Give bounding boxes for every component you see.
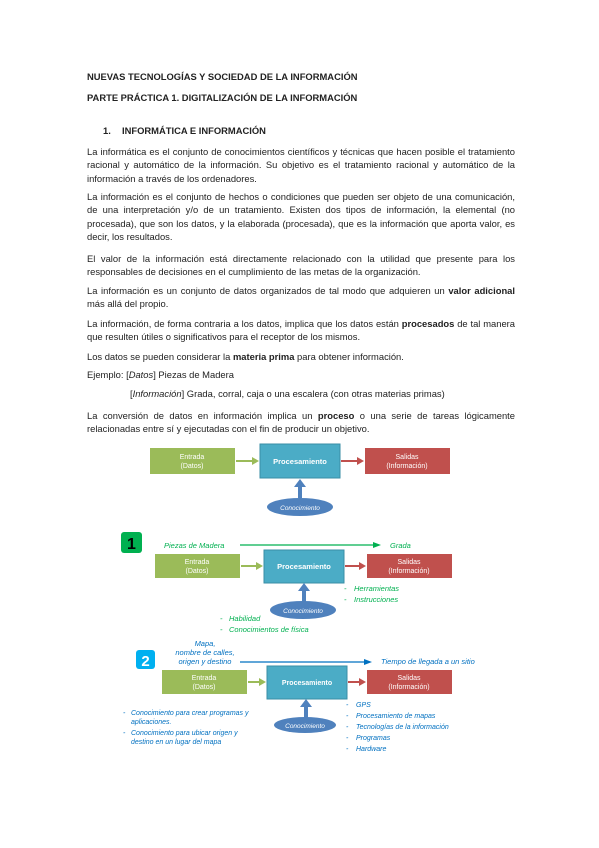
example-info-value: ] Grada, corral, caja o una escalera (con otras materias primas): [181, 388, 445, 399]
conocimiento-label: Conocimiento: [280, 505, 320, 512]
input-label-2c: origen y destino: [178, 657, 232, 666]
example-data-line: [87, 369, 234, 382]
input-label-2b: nombre de calles,: [175, 648, 235, 657]
entrada-label-1: Entrada: [184, 559, 210, 566]
salidas-label-1: Salidas: [397, 559, 421, 566]
right-item-2a: GPS: [356, 702, 371, 709]
paragraph-2: La información es el conjunto de hechos o condiciones que pueden ser objeto de una comunicación, de una interpretación y/o de un tratamiento. Existen dos tipos de información, la elemental (no procesada), que son los datos, y la elaborada (procesada), que es la información que aporta valor, es decir, los resultados.: [87, 191, 515, 242]
salidas-sublabel-1: (Información): [388, 568, 430, 575]
output-label-2: Tiempo de llegada a un sitio: [381, 657, 475, 666]
arrow-head-conocimiento: [294, 479, 306, 487]
arrow-head-salidas-2: [359, 678, 366, 686]
right-item-2e: Hardware: [356, 746, 387, 753]
left-dash-2a: -: [123, 710, 126, 717]
entrada-sublabel-2: (Datos): [192, 684, 216, 691]
right-dash-2c: -: [346, 724, 349, 731]
right-item-2b: Procesamiento de mapas: [356, 713, 436, 720]
paragraph-4-text: La información es un conjunto de datos organizados de tal modo que adquieren un: [87, 285, 449, 296]
example-label: Ejemplo: [: [87, 369, 129, 380]
left-item-1a: Habilidad: [229, 614, 261, 623]
top-arrow-1-head: [373, 542, 381, 548]
output-label-1: Grada: [390, 541, 411, 550]
right-dash-2d: -: [346, 735, 349, 742]
left-item-2b-line1: Conocimiento para ubicar origen y: [131, 730, 238, 737]
example-data-value: ] Piezas de Madera: [153, 369, 234, 380]
entrada-sublabel: (Datos): [180, 463, 204, 470]
input-label-1: Piezas de Madera: [164, 541, 225, 550]
entrada-label: Entrada: [179, 454, 205, 461]
left-dash-2b: -: [123, 730, 126, 737]
paragraph-4: [87, 284, 515, 311]
procesamiento-label: Procesamiento: [273, 457, 327, 466]
salidas-sublabel: (Información): [386, 463, 428, 470]
entrada-sublabel-1: (Datos): [185, 568, 209, 575]
arrow-head-entrada-1: [256, 562, 263, 570]
arrow-head-conocimiento-2: [300, 699, 312, 707]
paragraph-1: La informática es el conjunto de conocimientos científicos y técnicas que hacen posible el tratamiento racional y automático de la información. Su objetivo es el tratamiento racional y automático de la información a través de los ordenadores.: [87, 146, 515, 184]
right-item-2d: Programas: [356, 735, 391, 742]
document-title: NUEVAS TECNOLOGÍAS Y SOCIEDAD DE LA INFORMACIÓN: [87, 71, 358, 82]
entrada-label-2: Entrada: [191, 675, 217, 682]
right-dash-2e: -: [346, 746, 349, 753]
paragraph-6-bold: materia prima: [232, 351, 295, 362]
procesamiento-label-2: Procesamiento: [281, 680, 333, 687]
arrow-head-entrada-2: [259, 678, 266, 686]
top-arrow-2-head: [364, 659, 372, 665]
paragraph-5: [87, 317, 515, 344]
arrow-head-conocimiento-1: [298, 583, 310, 591]
paragraph-5-bold: procesados: [401, 318, 455, 329]
right-item-1b: Instrucciones: [354, 595, 399, 604]
badge-1-number: 1: [127, 536, 136, 553]
arrow-head-entrada: [252, 457, 259, 465]
paragraph-7-tail: o una serie de tareas lógicamente relacionadas entre sí y ejecutadas con el fin de producir un objetivo.: [87, 410, 516, 435]
left-dash-1b: -: [220, 625, 223, 634]
paragraph-4-tail: más allá del propio.: [87, 298, 169, 310]
paragraph-5-text: La información, de forma contraria a los datos, implica que los datos están: [87, 318, 402, 329]
left-item-2a-line1: Conocimiento para crear programas y: [131, 710, 249, 717]
conocimiento-label-2: Conocimiento: [285, 723, 325, 730]
salidas-label-2: Salidas: [397, 675, 421, 682]
paragraph-7-text: La conversión de datos en información implica un: [87, 410, 318, 421]
section-heading: INFORMÁTICA E INFORMACIÓN: [122, 125, 266, 136]
right-item-1a: Herramientas: [354, 584, 400, 593]
section-number: 1.: [103, 125, 111, 136]
right-dash-1b: -: [344, 595, 347, 604]
paragraph-4-bold: valor adicional: [448, 285, 515, 296]
right-dash-1a: -: [344, 584, 347, 593]
procesamiento-label-1: Procesamiento: [277, 562, 331, 571]
input-label-2a: Mapa,: [194, 639, 216, 648]
paragraph-6: [87, 350, 515, 363]
document-subtitle: PARTE PRÁCTICA 1. DIGITALIZACIÓN DE LA INFORMACIÓN: [87, 92, 358, 103]
badge-2-number: 2: [141, 653, 150, 670]
example-data-tag: Datos: [128, 369, 154, 380]
paragraph-7-bold: proceso: [317, 410, 355, 421]
process-diagram-example-1: [0, 528, 599, 640]
salidas-label: Salidas: [395, 454, 419, 461]
example-info-line: [130, 388, 445, 401]
salidas-sublabel-2: (Información): [388, 684, 430, 691]
process-diagram-generic: [0, 440, 599, 520]
example-info-open: [: [130, 388, 133, 399]
right-item-2c: Tecnologías de la información: [356, 724, 449, 731]
paragraph-6-tail: para obtener información.: [294, 351, 404, 362]
salidas-box: [365, 448, 450, 474]
example-info-tag: Información: [132, 388, 182, 399]
arrow-head-salidas-1: [359, 562, 366, 570]
entrada-box: [150, 448, 235, 474]
process-diagram-example-2: [0, 638, 599, 758]
left-item-2b-line2: destino en un lugar del mapa: [131, 739, 222, 746]
paragraph-3: El valor de la información está directamente relacionado con la utilidad que presente para los responsables de decisiones en el cumplimiento de las metas de la organización.: [87, 253, 515, 278]
conocimiento-label-1: Conocimiento: [283, 608, 323, 615]
right-dash-2a: -: [346, 702, 349, 709]
right-dash-2b: -: [346, 713, 349, 720]
paragraph-7: [87, 409, 515, 436]
arrow-head-salidas: [357, 457, 364, 465]
left-item-2a-line2: aplicaciones.: [131, 719, 172, 726]
paragraph-6-text: Los datos se pueden considerar la: [87, 351, 233, 362]
left-dash-1a: -: [220, 614, 223, 623]
left-item-1b: Conocimientos de física: [229, 625, 309, 634]
paragraph-5-tail: de tal manera que resulten útiles o significativos para el receptor de los mismos.: [87, 318, 516, 343]
